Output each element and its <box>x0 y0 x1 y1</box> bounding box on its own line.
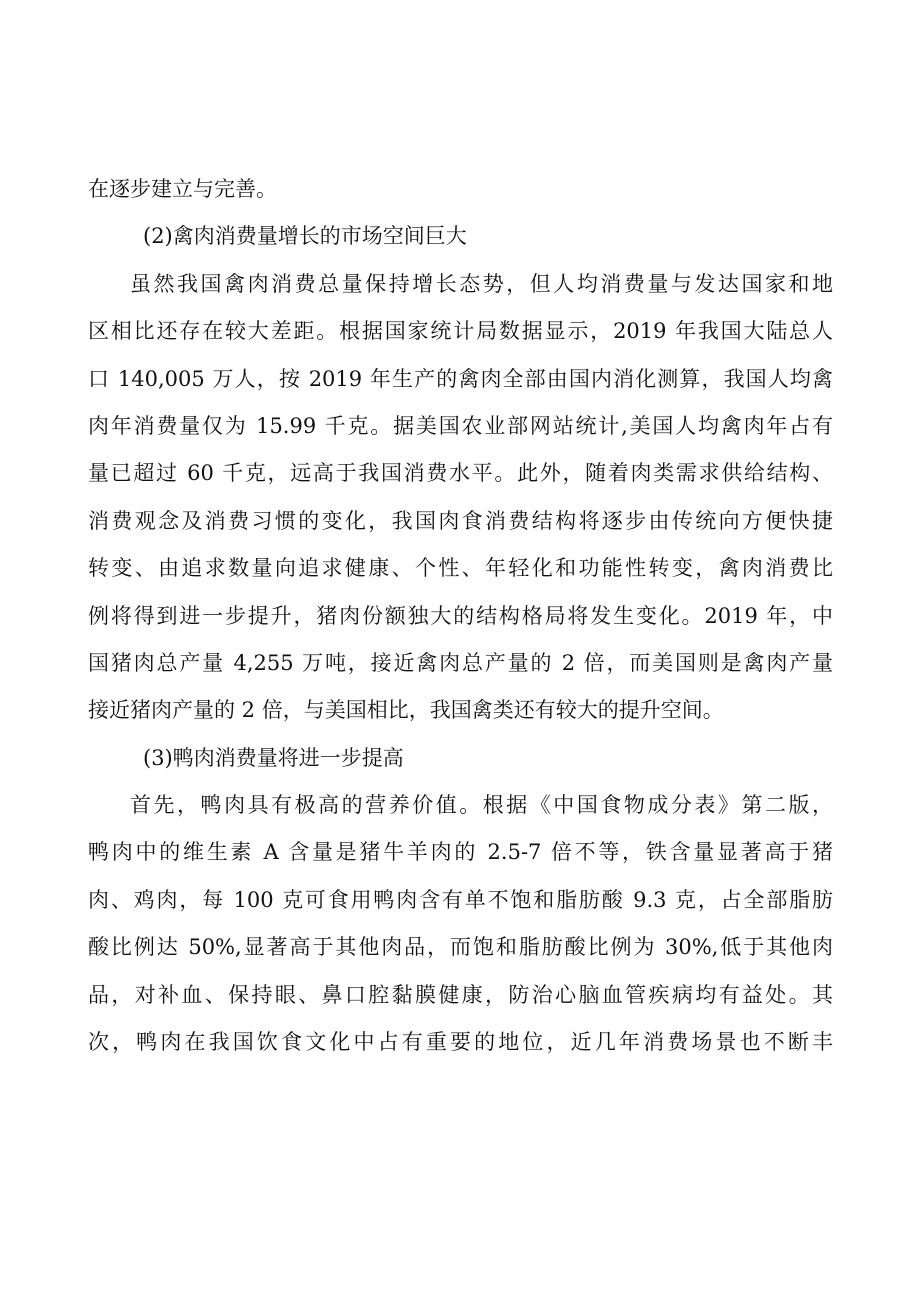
document-body <box>88 166 833 1066</box>
section-heading: (3)鸭肉消费量将进一步提高 <box>143 745 404 770</box>
text-line: 肉年消费量仅为 15.99 千克。据美国农业部网站统计,美国人均禽肉年占有 <box>88 413 833 438</box>
text-line: 国猪肉总产量 4,255 万吨，接近禽肉总产量的 2 倍，而美国则是禽肉产量 <box>88 650 833 675</box>
text-line: 虽然我国禽肉消费总量保持增长态势，但人均消费量与发达国家和地 <box>130 271 833 296</box>
text-line: 区相比还存在较大差距。根据国家统计局数据显示，2019 年我国大陆总人 <box>88 319 833 344</box>
text-line: 量已超过 60 千克，远高于我国消费水平。此外，随着肉类需求供给结构、 <box>88 461 833 486</box>
text-line: 鸭肉中的维生素 A 含量是猪牛羊肉的 2.5-7 倍不等，铁含量显著高于猪 <box>88 840 833 865</box>
section-heading: (2)禽肉消费量增长的市场空间巨大 <box>143 224 467 249</box>
text-line: 例将得到进一步提升，猪肉份额独大的结构格局将发生变化。2019 年，中 <box>88 603 833 628</box>
text-line: 在逐步建立与完善。 <box>88 177 277 201</box>
text-line: 酸比例达 50%,显著高于其他肉品，而饱和脂肪酸比例为 30%,低于其他肉 <box>88 935 833 960</box>
text-line: 口 140,005 万人，按 2019 年生产的禽肉全部由国内消化测算，我国人均禽 <box>88 366 833 391</box>
text-line: 转变、由追求数量向追求健康、个性、年轻化和功能性转变，禽肉消费比 <box>88 556 833 581</box>
text-line: 首先，鸭肉具有极高的营养价值。根据《中国食物成分表》第二版， <box>130 793 833 818</box>
text-line: 次，鸭肉在我国饮食文化中占有重要的地位，近几年消费场景也不断丰 <box>88 1030 833 1055</box>
text-line: 品，对补血、保持眼、鼻口腔黏膜健康，防治心脑血管疾病均有益处。其 <box>88 982 833 1007</box>
text-line: 消费观念及消费习惯的变化，我国肉食消费结构将逐步由传统向方便快捷 <box>88 508 833 533</box>
text-line: 接近猪肉产量的 2 倍，与美国相比，我国禽类还有较大的提升空间。 <box>88 698 724 723</box>
text-line: 肉、鸡肉，每 100 克可食用鸭肉含有单不饱和脂肪酸 9.3 克，占全部脂肪 <box>88 887 833 912</box>
